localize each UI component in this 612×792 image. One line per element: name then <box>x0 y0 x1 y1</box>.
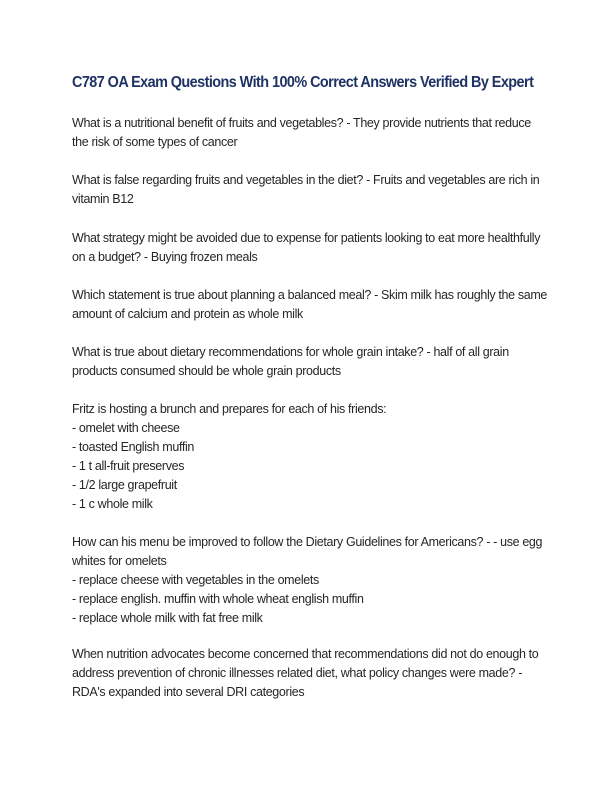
text-line: RDA's expanded into several DRI categories <box>72 685 305 699</box>
qa-block-1 <box>72 114 540 152</box>
text-line: the risk of some types of cancer <box>72 135 238 149</box>
list-item: - omelet with cheese <box>72 421 180 435</box>
list-item: - replace cheese with vegetables in the omelets <box>72 573 319 587</box>
list-item: - replace english. muffin with whole wheat english muffin <box>72 592 364 606</box>
qa-block-6 <box>72 400 540 514</box>
list-item: - toasted English muffin <box>72 440 194 454</box>
text-line: How can his menu be improved to follow the Dietary Guidelines for Americans? - - use egg <box>72 535 543 549</box>
text-line: on a budget? - Buying frozen meals <box>72 250 258 264</box>
text-line: address prevention of chronic illnesses related diet, what policy changes were made? - <box>72 666 523 680</box>
qa-block-2 <box>72 171 540 209</box>
text-line: vitamin B12 <box>72 192 134 206</box>
text-line: What strategy might be avoided due to expense for patients looking to eat more healthfully <box>72 231 541 245</box>
qa-block-5 <box>72 343 540 381</box>
qa-block-3 <box>72 229 540 267</box>
qa-block-8 <box>72 645 540 702</box>
text-line: What is false regarding fruits and vegetables in the diet? - Fruits and vegetables are rich in <box>72 173 540 187</box>
qa-block-4 <box>72 286 548 324</box>
text-line: Fritz is hosting a brunch and prepares for each of his friends: <box>72 402 387 416</box>
page-title: C787 OA Exam Questions With 100% Correct Answers Verified By Expert <box>72 74 534 91</box>
text-line: What is a nutritional benefit of fruits and vegetables? - They provide nutrients that reduce <box>72 116 531 130</box>
list-item: - 1/2 large grapefruit <box>72 478 177 492</box>
qa-block-7 <box>72 533 543 628</box>
list-item: - replace whole milk with fat free milk <box>72 611 263 625</box>
text-line: products consumed should be whole grain products <box>72 364 341 378</box>
text-line: whites for omelets <box>72 554 167 568</box>
text-line: When nutrition advocates become concerned that recommendations did not do enough to <box>72 647 539 661</box>
text-line: Which statement is true about planning a balanced meal? - Skim milk has roughly the same <box>72 288 548 302</box>
text-line: What is true about dietary recommendations for whole grain intake? - half of all grain <box>72 345 509 359</box>
text-line: amount of calcium and protein as whole milk <box>72 307 303 321</box>
list-item: - 1 t all-fruit preserves <box>72 459 185 473</box>
list-item: - 1 c whole milk <box>72 497 153 511</box>
